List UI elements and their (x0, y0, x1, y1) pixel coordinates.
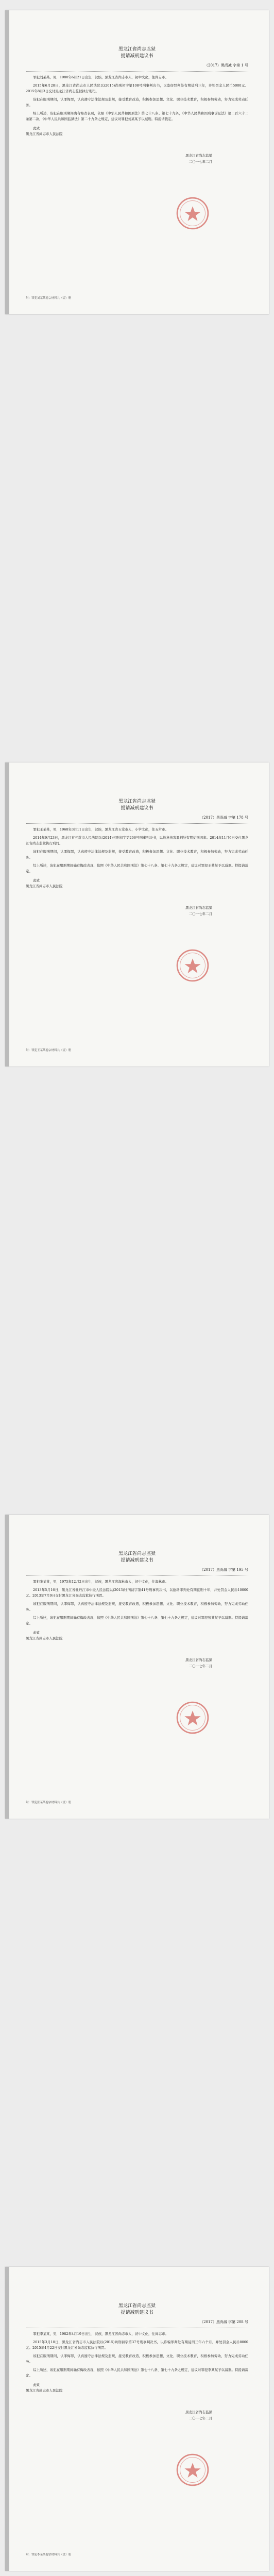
page-footer-note: 附：罪犯刘某某卷宗材料共（壹）册 (26, 297, 72, 300)
issuing-org: 黑龙江省尚志监狱 (118, 1551, 156, 1556)
body-paragraph: 该犯在服刑期间，认罪悔罪，认真遵守法律法规及监规，接受教育改造，积极参加思想、文化、职业技术教育，积极参加劳动，努力完成劳动任务。 (26, 849, 248, 859)
signing-date: 二〇一七年二月 (189, 159, 212, 164)
addressee-court: 黑龙江省尚志市人民法院 (26, 131, 63, 136)
page-binding-edge (5, 10, 9, 314)
body-paragraph: 罪犯王某某，男，1968年3月11日出生，汉族，黑龙江省五常市人，小学文化，住五常市。 (33, 827, 168, 832)
official-seal-icon (175, 948, 210, 983)
signing-unit: 黑龙江省尚志监狱 (185, 2410, 212, 2414)
closing-salutation: 此致 (33, 878, 40, 883)
body-paragraph: 2013年5月16日，黑龙江省牡丹江市中级人民法院以(2013)牡刑初字第41号刑事判决书，以抢劫罪判处有期徒刑十年，并处罚金人民币10000元。2013年7月9日交付黑龙江省尚志监狱执行刑罚。 (26, 1587, 248, 1598)
body-paragraph: 2015年6月28日，黑龙江省尚志市人民法院以(2015)尚刑初字第108号刑事判决书，以盗窃罪判处有期徒刑三年，并处罚金人民币5000元。2015年8月3日交付黑龙江省尚志监狱执行刑罚。 (26, 83, 248, 93)
closing-salutation: 此致 (33, 1630, 40, 1635)
document-number: （2017）黑尚减 字第 1 号 (204, 63, 248, 67)
page-binding-edge (5, 2267, 9, 2571)
official-seal-icon (175, 1700, 210, 1735)
addressee-court: 黑龙江省尚志市人民法院 (26, 1636, 63, 1640)
body-paragraph: 该犯在服刑期间，认罪悔罪，认真遵守法律法规及监规，接受教育改造，积极参加思想、文化、职业技术教育，积极参加劳动，努力完成劳动任务。 (26, 2353, 248, 2364)
signing-unit: 黑龙江省尚志监狱 (185, 1657, 212, 1662)
body-paragraph: 罪犯李某某，男，1982年4月19日出生，汉族，黑龙江省尚志市人，初中文化，住尚志市。 (33, 2332, 168, 2336)
document-number: （2017）黑尚减 字第 195 号 (200, 1568, 248, 1572)
body-paragraph: 该犯在服刑期间，认罪悔罪，认真遵守法律法规及监规，接受教育改造，积极参加思想、文化、职业技术教育，积极参加劳动，努力完成劳动任务。 (26, 1601, 248, 1612)
signing-date: 二〇一七年二月 (189, 2416, 212, 2420)
document-number: （2017）黑尚减 字第 208 号 (200, 2320, 248, 2324)
document-header (5, 1551, 269, 1564)
document-title: 提请减刑建议书 (121, 2310, 153, 2315)
document-header (5, 46, 269, 60)
document-title: 提请减刑建议书 (121, 806, 153, 811)
body-paragraph: 罪犯刘某某，男，1980年6月21日出生，汉族，黑龙江省尚志市人，初中文化，住尚志市。 (33, 75, 168, 79)
closing-salutation: 此致 (33, 126, 40, 130)
body-paragraph: 2014年9月23日，黑龙江省五常市人民法院以(2014)五刑初字第206号刑事判决书，以故意伤害罪判处有期徒刑四年。2014年11月6日交付黑龙江省尚志监狱执行刑罚。 (26, 835, 248, 845)
body-paragraph: 综上所述，该犯在服刑期间确有悔改表现，依照《中华人民共和国刑法》第七十八条、第七十九条之规定，建议对罪犯李某某予以减刑。特提请裁定。 (26, 2367, 248, 2378)
page-footer-note: 附：罪犯张某某卷宗材料共（壹）册 (26, 1801, 72, 1804)
body-paragraph: 该犯在服刑期间，认罪悔罪，认真遵守法律法规及监规，接受教育改造，积极参加思想、文化、职业技术教育，积极参加劳动，努力完成劳动任务。 (26, 97, 248, 107)
document-header (5, 2303, 269, 2316)
document-title: 提请减刑建议书 (121, 54, 153, 59)
addressee-court: 黑龙江省尚志市人民法院 (26, 884, 63, 888)
page-binding-edge (5, 1515, 9, 1819)
page-footer-note: 附：罪犯李某某卷宗材料共（壹）册 (26, 2553, 72, 2556)
signing-unit: 黑龙江省尚志监狱 (185, 153, 212, 158)
issuing-org: 黑龙江省尚志监狱 (118, 2303, 156, 2309)
header-divider (26, 71, 248, 72)
issuing-org: 黑龙江省尚志监狱 (118, 799, 156, 804)
document-page (5, 10, 269, 314)
document-header (5, 799, 269, 812)
issuing-org: 黑龙江省尚志监狱 (118, 47, 156, 52)
page-binding-edge (5, 762, 9, 1066)
official-seal-icon (175, 196, 210, 231)
closing-salutation: 此致 (33, 2382, 40, 2387)
addressee-court: 黑龙江省尚志市人民法院 (26, 2388, 63, 2393)
official-seal-icon (175, 2452, 210, 2487)
page-footer-note: 附：罪犯王某某卷宗材料共（壹）册 (26, 1049, 72, 1052)
signing-date: 二〇一七年二月 (189, 911, 212, 916)
body-paragraph: 综上所述，该犯在服刑期间确有悔改表现，依照《中华人民共和国刑法》第七十八条、第七十九条之规定，建议对罪犯王某某予以减刑。特提请裁定。 (26, 863, 248, 873)
body-paragraph: 2015年3月10日，黑龙江省尚志市人民法院以(2015)尚刑初字第37号刑事判决书，以诈骗罪判处有期徒刑三年六个月，并处罚金人民币8000元。2015年4月22日交付黑龙江省尚志监狱执行刑罚。 (26, 2340, 248, 2350)
body-paragraph: 罪犯张某某，男，1975年12月2日出生，汉族，黑龙江省海林市人，初中文化，住海林市。 (33, 1580, 168, 1584)
document-page (5, 762, 269, 1066)
body-paragraph: 综上所述，该犯在服刑期间确有悔改表现，依照《中华人民共和国刑法》第七十八条、第七十九条，《中华人民共和国刑事诉讼法》第二百六十二条第二款，《中华人民共和国监狱法》第二十九条之规定，建议对罪犯刘某某予以减刑。特提请裁定。 (26, 111, 248, 121)
signing-date: 二〇一七年二月 (189, 1664, 212, 1668)
signing-unit: 黑龙江省尚志监狱 (185, 905, 212, 910)
document-page (5, 1515, 269, 1819)
document-title: 提请减刑建议书 (121, 1558, 153, 1563)
document-number: （2017）黑尚减 字第 178 号 (200, 816, 248, 820)
header-divider (26, 823, 248, 824)
document-page (5, 2267, 269, 2571)
header-divider (26, 1575, 248, 1576)
body-paragraph: 综上所述，该犯在服刑期间确有悔改表现，依照《中华人民共和国刑法》第七十八条、第七十九条之规定，建议对罪犯张某某予以减刑。特提请裁定。 (26, 1615, 248, 1625)
